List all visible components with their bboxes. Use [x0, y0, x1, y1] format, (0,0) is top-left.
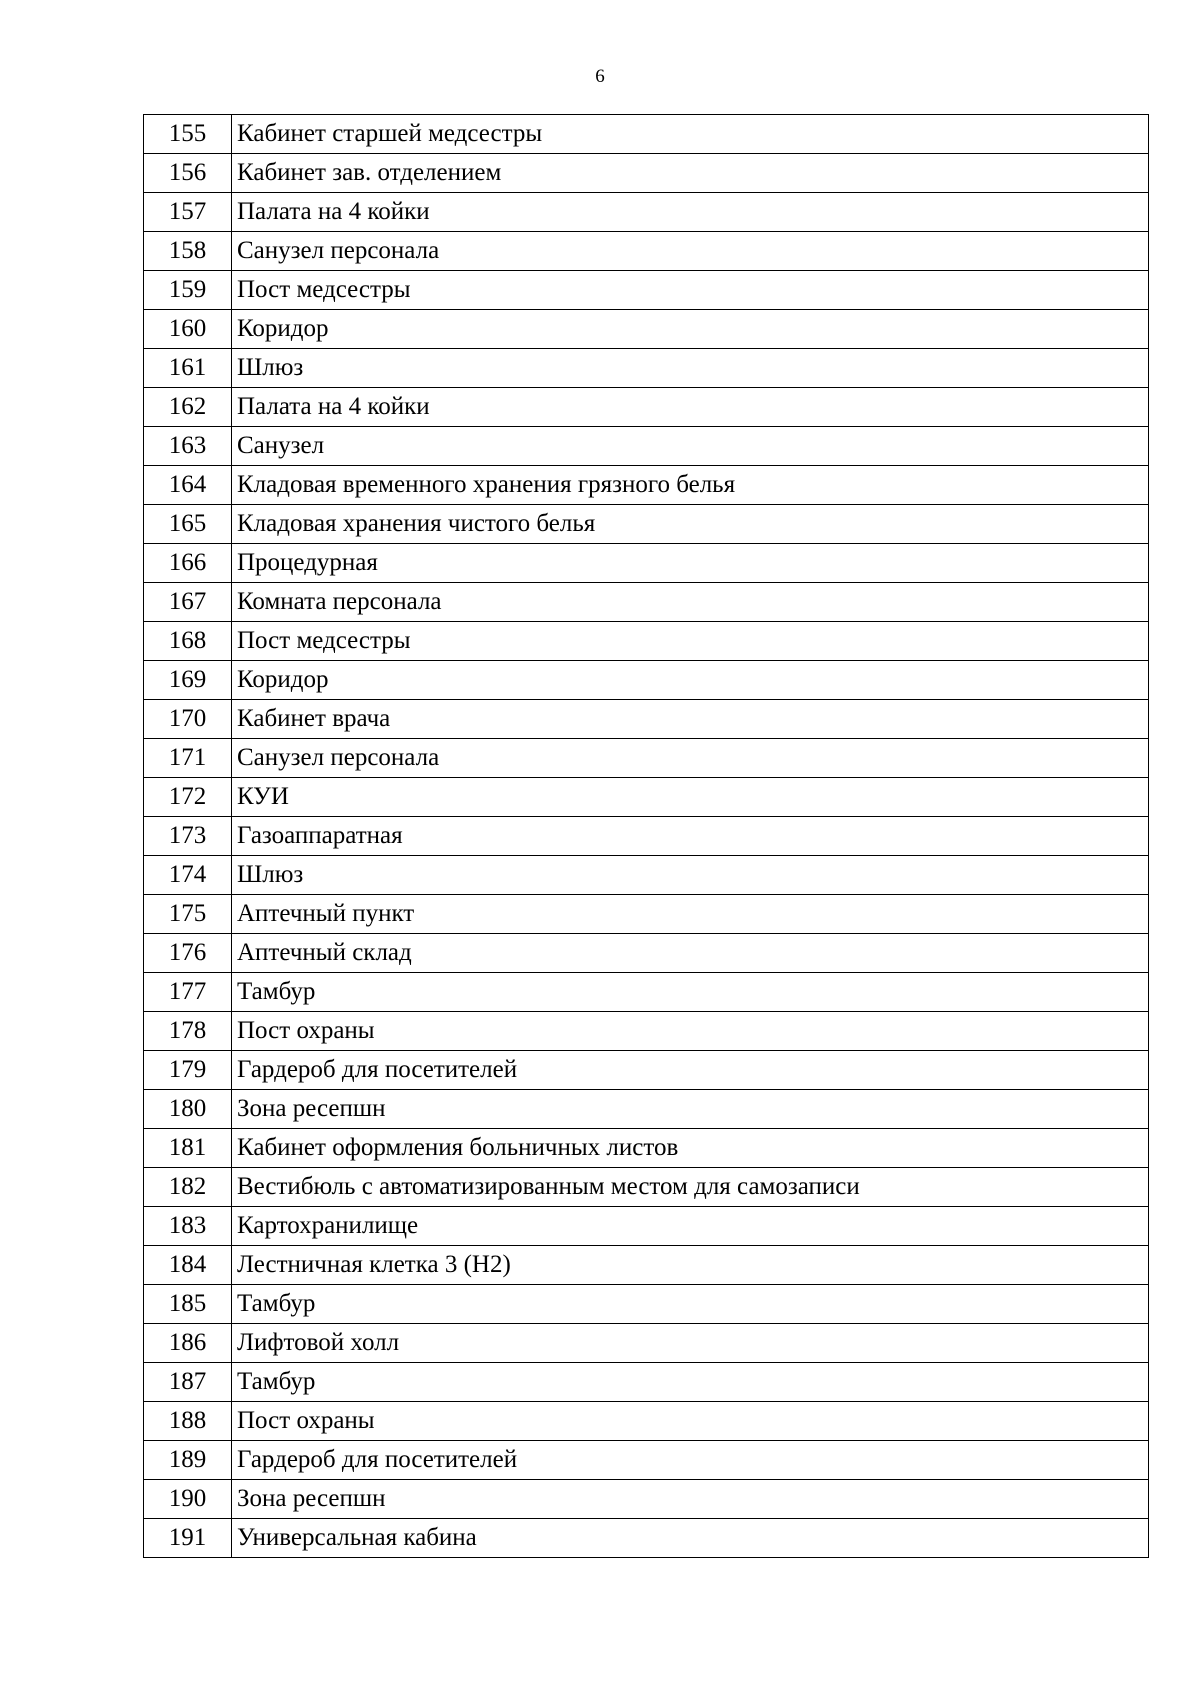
table-row — [144, 466, 1149, 505]
room-name-cell: Гардероб для посетителей — [232, 1051, 1149, 1090]
table-row — [144, 115, 1149, 154]
room-number-cell: 165 — [144, 505, 232, 544]
rooms-table — [143, 114, 1149, 1558]
room-name-cell: Пост медсестры — [232, 271, 1149, 310]
table-row — [144, 583, 1149, 622]
room-name-cell: Лифтовой холл — [232, 1324, 1149, 1363]
room-name-cell: Кладовая временного хранения грязного белья — [232, 466, 1149, 505]
room-number-cell: 172 — [144, 778, 232, 817]
room-name-cell: Тамбур — [232, 1285, 1149, 1324]
room-name-cell: Вестибюль с автоматизированным местом для самозаписи — [232, 1168, 1149, 1207]
room-name-cell: Санузел персонала — [232, 739, 1149, 778]
room-number-cell: 181 — [144, 1129, 232, 1168]
room-number-cell: 171 — [144, 739, 232, 778]
table-row — [144, 1480, 1149, 1519]
room-name-cell: Палата на 4 койки — [232, 388, 1149, 427]
room-number-cell: 170 — [144, 700, 232, 739]
room-name-cell: Аптечный склад — [232, 934, 1149, 973]
table-row — [144, 1168, 1149, 1207]
room-number-cell: 156 — [144, 154, 232, 193]
room-number-cell: 188 — [144, 1402, 232, 1441]
table-row — [144, 973, 1149, 1012]
room-number-cell: 178 — [144, 1012, 232, 1051]
table-row — [144, 817, 1149, 856]
room-name-cell: Санузел персонала — [232, 232, 1149, 271]
room-name-cell: Коридор — [232, 310, 1149, 349]
page-number: 6 — [595, 66, 605, 87]
room-number-cell: 173 — [144, 817, 232, 856]
table-row — [144, 505, 1149, 544]
room-number-cell: 169 — [144, 661, 232, 700]
room-number-cell: 157 — [144, 193, 232, 232]
room-name-cell: Газоаппаратная — [232, 817, 1149, 856]
room-name-cell: Универсальная кабина — [232, 1519, 1149, 1558]
table-row — [144, 271, 1149, 310]
room-name-cell: Гардероб для посетителей — [232, 1441, 1149, 1480]
room-number-cell: 191 — [144, 1519, 232, 1558]
table-row — [144, 1012, 1149, 1051]
table-row — [144, 1090, 1149, 1129]
table-row — [144, 1246, 1149, 1285]
table-row — [144, 1285, 1149, 1324]
table-row — [144, 1207, 1149, 1246]
table-row — [144, 193, 1149, 232]
table-row — [144, 388, 1149, 427]
table-row — [144, 895, 1149, 934]
room-name-cell: Лестничная клетка 3 (Н2) — [232, 1246, 1149, 1285]
room-name-cell: Комната персонала — [232, 583, 1149, 622]
rooms-table-body — [144, 115, 1149, 1558]
table-row — [144, 544, 1149, 583]
room-number-cell: 175 — [144, 895, 232, 934]
table-row — [144, 739, 1149, 778]
room-name-cell: Кабинет зав. отделением — [232, 154, 1149, 193]
room-name-cell: Процедурная — [232, 544, 1149, 583]
room-number-cell: 189 — [144, 1441, 232, 1480]
room-number-cell: 177 — [144, 973, 232, 1012]
room-number-cell: 183 — [144, 1207, 232, 1246]
room-number-cell: 179 — [144, 1051, 232, 1090]
table-row — [144, 232, 1149, 271]
room-number-cell: 167 — [144, 583, 232, 622]
room-name-cell: Зона ресепшн — [232, 1480, 1149, 1519]
room-number-cell: 155 — [144, 115, 232, 154]
room-name-cell: Шлюз — [232, 349, 1149, 388]
room-number-cell: 187 — [144, 1363, 232, 1402]
table-row — [144, 661, 1149, 700]
room-number-cell: 180 — [144, 1090, 232, 1129]
table-row — [144, 622, 1149, 661]
table-row — [144, 310, 1149, 349]
table-row — [144, 1129, 1149, 1168]
room-name-cell: Аптечный пункт — [232, 895, 1149, 934]
table-row — [144, 427, 1149, 466]
room-name-cell: Картохранилище — [232, 1207, 1149, 1246]
room-number-cell: 162 — [144, 388, 232, 427]
room-number-cell: 164 — [144, 466, 232, 505]
room-number-cell: 168 — [144, 622, 232, 661]
room-name-cell: Кабинет оформления больничных листов — [232, 1129, 1149, 1168]
table-row — [144, 1441, 1149, 1480]
room-name-cell: Пост медсестры — [232, 622, 1149, 661]
table-row — [144, 1051, 1149, 1090]
table-row — [144, 1324, 1149, 1363]
room-number-cell: 176 — [144, 934, 232, 973]
table-row — [144, 154, 1149, 193]
room-name-cell: Санузел — [232, 427, 1149, 466]
room-number-cell: 159 — [144, 271, 232, 310]
table-row — [144, 1402, 1149, 1441]
table-row — [144, 856, 1149, 895]
room-number-cell: 186 — [144, 1324, 232, 1363]
room-name-cell: Пост охраны — [232, 1402, 1149, 1441]
room-name-cell: Кладовая хранения чистого белья — [232, 505, 1149, 544]
room-name-cell: Тамбур — [232, 1363, 1149, 1402]
room-number-cell: 182 — [144, 1168, 232, 1207]
room-number-cell: 184 — [144, 1246, 232, 1285]
table-row — [144, 700, 1149, 739]
table-row — [144, 1363, 1149, 1402]
room-name-cell: Кабинет старшей медсестры — [232, 115, 1149, 154]
room-name-cell: Пост охраны — [232, 1012, 1149, 1051]
room-number-cell: 166 — [144, 544, 232, 583]
table-row — [144, 778, 1149, 817]
table-row — [144, 1519, 1149, 1558]
room-name-cell: КУИ — [232, 778, 1149, 817]
room-number-cell: 161 — [144, 349, 232, 388]
room-number-cell: 174 — [144, 856, 232, 895]
room-name-cell: Коридор — [232, 661, 1149, 700]
room-name-cell: Кабинет врача — [232, 700, 1149, 739]
room-number-cell: 163 — [144, 427, 232, 466]
table-row — [144, 349, 1149, 388]
room-number-cell: 190 — [144, 1480, 232, 1519]
room-number-cell: 160 — [144, 310, 232, 349]
room-number-cell: 185 — [144, 1285, 232, 1324]
room-name-cell: Шлюз — [232, 856, 1149, 895]
room-number-cell: 158 — [144, 232, 232, 271]
table-row — [144, 934, 1149, 973]
room-name-cell: Тамбур — [232, 973, 1149, 1012]
room-name-cell: Зона ресепшн — [232, 1090, 1149, 1129]
room-name-cell: Палата на 4 койки — [232, 193, 1149, 232]
